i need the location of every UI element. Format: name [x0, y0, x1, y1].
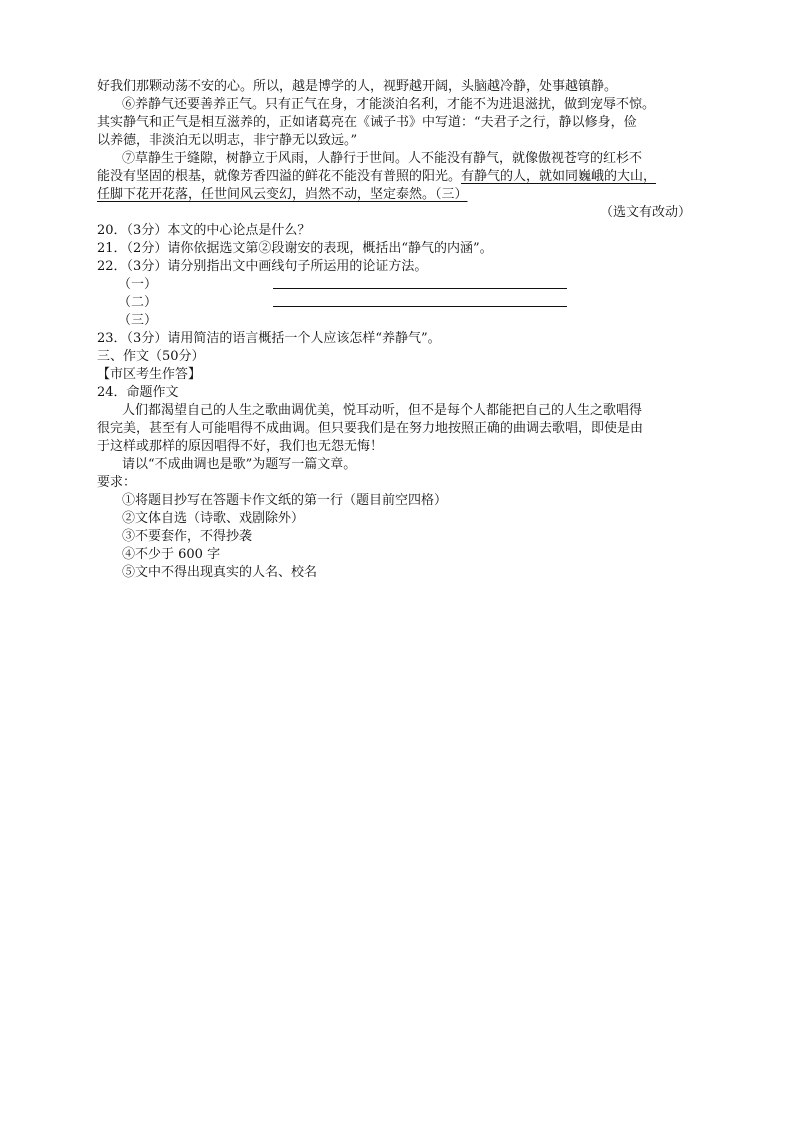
passage-p5-tail: 好我们那颗动荡不安的心。所以，越是博学的人，视野越开阔，头脑越冷静，处事越镇静。 [97, 79, 618, 94]
question-20: 20．（3分）本文的中心论点是什么？ [97, 223, 311, 238]
passage-p6-line3: 以养德，非淡泊无以明志，非宁静无以致远。” [97, 133, 358, 148]
answer-blank-line[interactable] [273, 288, 567, 289]
passage-p6-line1: ⑥养静气还要善养正气。只有正气在身，才能淡泊名利，才能不为进退滋扰，做到宠辱不惊。 [122, 97, 656, 112]
question-21: 21．（2分）请你依据选文第②段谢安的表现，概括出“静气的内涵”。 [97, 241, 493, 256]
answer-blank-row-3 [118, 312, 157, 330]
passage-p6-line2: 其实静气和正气是相互滋养的，正如诸葛亮在《诫子书》中写道：“夫君子之行，静以修身，俭 [97, 115, 637, 130]
essay-prompt-line1: 人们都渴望自己的人生之歌曲调优美，悦耳动听，但不是每个人都能把自己的人生之歌唱得 [122, 403, 643, 418]
essay-prompt-line2: 很完美，甚至有人可能唱得不成曲调。但只要我们是在努力地按照正确的曲调去歌唱，即使是由 [97, 421, 644, 436]
essay-section-title: 三、作文（50分） [97, 349, 205, 364]
requirement-item: ④不少于 600 字 [122, 547, 221, 562]
passage-p7-line1: ⑦草静生于缝隙，树静立于风雨，人静行于世间。人不能没有静气，就像傲视苍穹的红杉不 [122, 151, 643, 166]
source-note: （选文有改动） [599, 205, 691, 220]
requirement-item: ③不要套作，不得抄袭 [122, 529, 253, 544]
answer-blank-label: （三） [118, 313, 158, 328]
answer-blank-label: （二） [118, 295, 158, 310]
essay-group-label: 【市区考生作答】 [97, 367, 202, 382]
requirement-item: ②文体自选（诗歌、戏剧除外） [122, 511, 305, 526]
essay-instruction: 请以“不成曲调也是歌”为题写一篇文章。 [122, 457, 357, 472]
answer-blank-row-2 [118, 294, 157, 312]
requirements-label: 要求： [97, 475, 137, 490]
answer-blank-line[interactable] [273, 306, 567, 307]
passage-p7-line2 [97, 168, 656, 186]
requirement-item: ⑤文中不得出现真实的人名、校名 [122, 565, 318, 580]
answer-blank-row-1 [118, 276, 157, 294]
answer-blank-label: （一） [118, 277, 158, 292]
underlined-sentence-part2: 任脚下花开花落，任世间风云变幻，岿然不动，坚定泰然。（三） [97, 187, 468, 202]
requirement-item: ①将题目抄写在答题卡作文纸的第一行（题目前空四格） [122, 493, 448, 508]
underlined-sentence-part1: 有静气的人，就如同巍峨的大山， [461, 169, 657, 184]
question-22: 22．（3分）请分别指出文中画线句子所运用的论证方法。 [97, 259, 428, 274]
question-24: 24．命题作文 [97, 385, 179, 400]
essay-prompt-line3: 于这样或那样的原因唱得不好，我们也无怨无悔！ [97, 439, 384, 454]
passage-p7-line2-plain: 能没有坚固的根基，就像芳香四溢的鲜花不能没有普照的阳光。 [97, 169, 462, 184]
question-23: 23．（3分）请用简洁的语言概括一个人应该怎样“养静气”。 [97, 331, 441, 346]
